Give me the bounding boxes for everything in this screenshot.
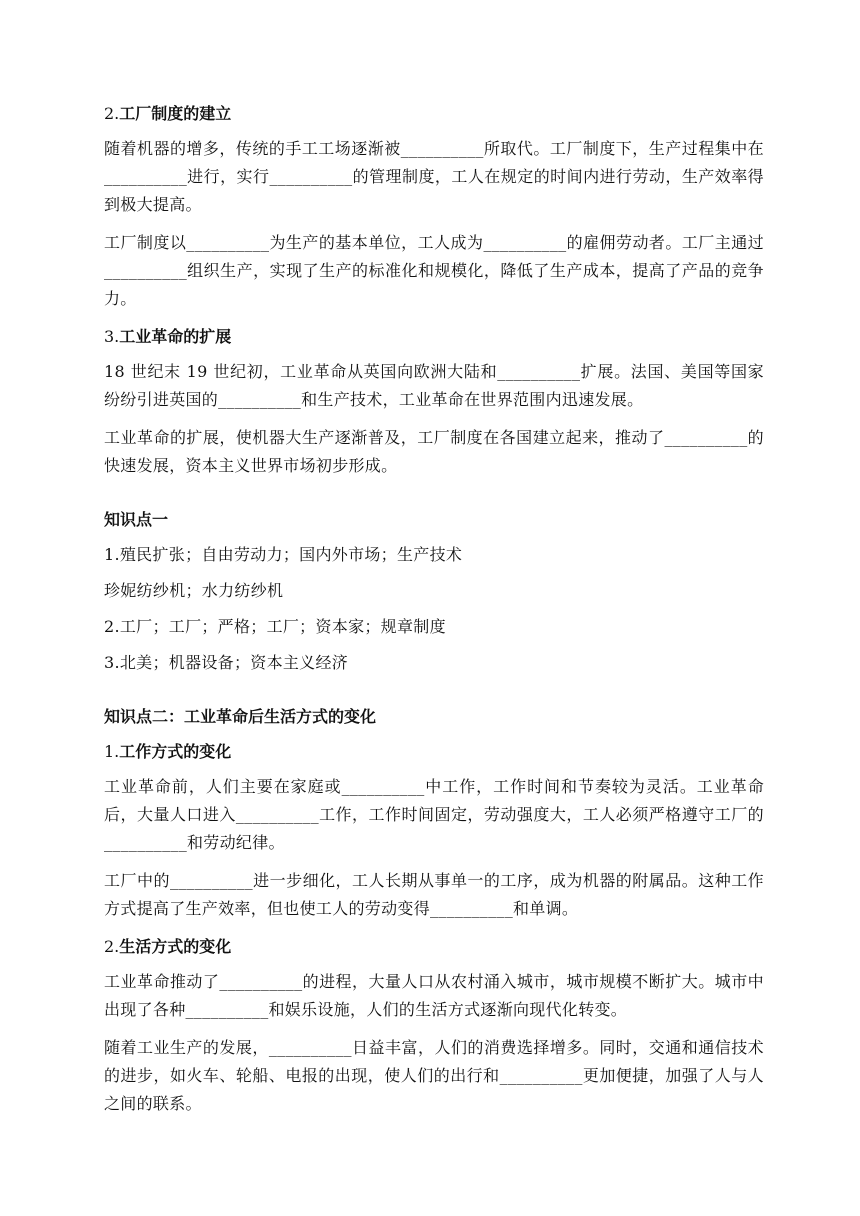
- paragraph-life-2: 随着工业生产的发展，__________日益丰富，人们的消费选择增多。同时，交通和通信技术的进步，如火车、轮船、电报的出现，使人们的出行和__________更加便捷，加强了人与人之间的联系。: [104, 1038, 764, 1113]
- answer-line: 1.殖民扩张；自由劳动力；国内外市场；生产技术: [104, 545, 463, 564]
- knowledge-point-heading: 知识点二：工业革命后生活方式的变化: [104, 707, 377, 726]
- paragraph-factory-2: 工厂制度以__________为生产的基本单位，工人成为__________的雇佣劳动者。工厂主通过__________组织生产，实现了生产的标准化和规模化，降低了生产成本，提高了产品的竞争力。: [104, 233, 764, 308]
- answer-line: 2.工厂；工厂；严格；工厂；资本家；规章制度: [104, 617, 446, 636]
- answer-line: 3.北美；机器设备；资本主义经济: [104, 653, 349, 672]
- paragraph-factory-1: 随着机器的增多，传统的手工工场逐渐被__________所取代。工厂制度下，生产过程集中在__________进行，实行__________的管理制度，工人在规定的时间内进行劳动，生产效率得到极大提高。: [104, 139, 764, 214]
- section-heading-work-style: [104, 738, 764, 766]
- section-heading-life-style: [104, 933, 764, 961]
- section-title: 工厂制度的建立: [119, 104, 232, 123]
- paragraph-life-1: 工业革命推动了__________的进程，大量人口从农村涌入城市，城市规模不断扩大。城市中出现了各种__________和娱乐设施，人们的生活方式逐渐向现代化转变。: [104, 972, 764, 1019]
- paragraph-expansion-2: 工业革命的扩展，使机器大生产逐渐普及，工厂制度在各国建立起来，推动了__________的快速发展，资本主义世界市场初步形成。: [104, 428, 764, 475]
- knowledge-point-two: [104, 703, 764, 1118]
- answer-line: 珍妮纺纱机；水力纺纱机: [104, 581, 284, 600]
- section-heading-expansion: [104, 323, 764, 351]
- section-title: 工业革命的扩展: [119, 327, 232, 346]
- section-heading-factory-system: [104, 100, 764, 128]
- paragraph-expansion-1: 18 世纪末 19 世纪初，工业革命从英国向欧洲大陆和__________扩展。法国、美国等国家纷纷引进英国的__________和生产技术，工业革命在世界范围内迅速发展。: [104, 362, 764, 409]
- section-title: 生活方式的变化: [119, 937, 232, 956]
- answers-heading: 知识点一: [104, 510, 169, 529]
- paragraph-work-1: 工业革命前，人们主要在家庭或__________中工作，工作时间和节奏较为灵活。工业革命后，大量人口进入__________工作，工作时间固定，劳动强度大，工人必须严格遵守工厂的__________和劳动纪律。: [104, 777, 764, 852]
- section-title: 工作方式的变化: [119, 742, 232, 761]
- section-number: 2.: [104, 104, 120, 123]
- answers-section: [104, 506, 764, 677]
- section-number: 2.: [104, 937, 120, 956]
- section-number: 1.: [104, 742, 120, 761]
- section-number: 3.: [104, 327, 120, 346]
- document-page: [104, 100, 764, 1128]
- paragraph-work-2: 工厂中的__________进一步细化，工人长期从事单一的工序，成为机器的附属品。这种工作方式提高了生产效率，但也使工人的劳动变得__________和单调。: [104, 871, 764, 918]
